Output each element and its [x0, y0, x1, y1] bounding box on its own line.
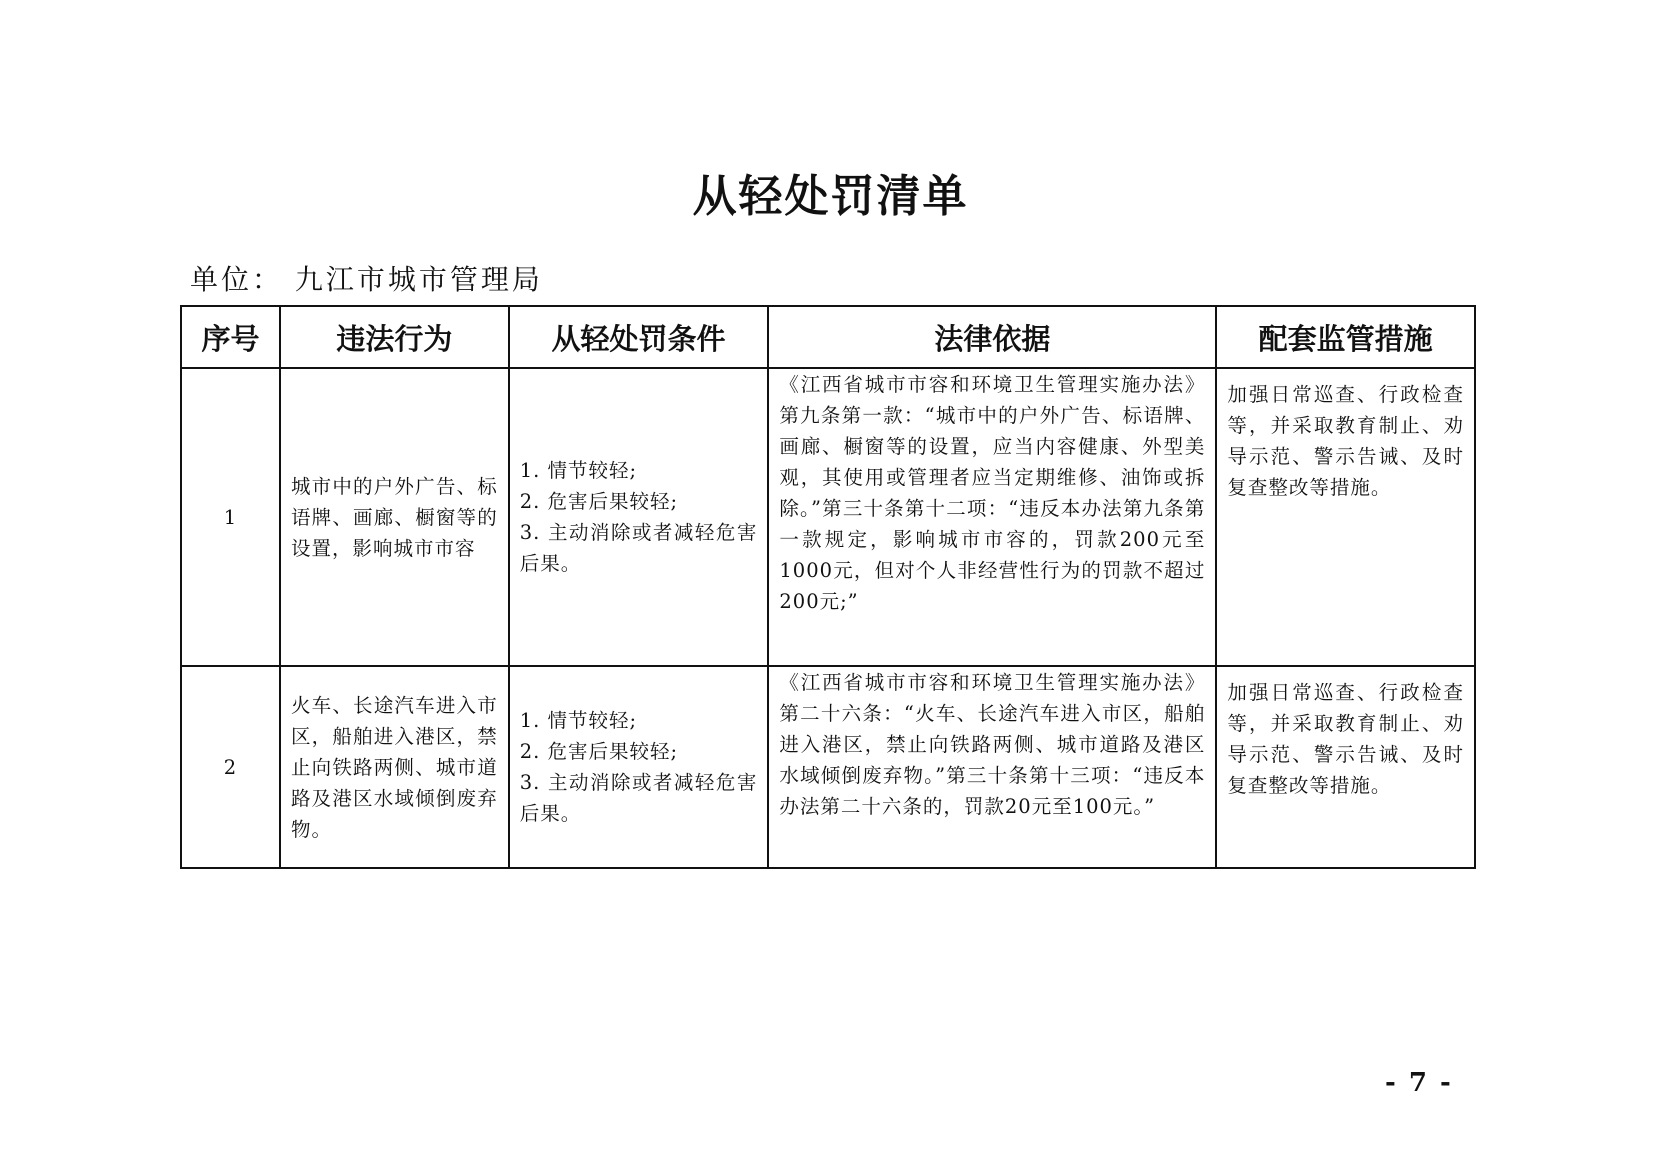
row-legal-basis: 《江西省城市市容和环境卫生管理实施办法》第二十六条：“火车、长途汽车进入市区，船舶进入港区，禁止向铁路两侧、城市道路及港区水域倾倒废弃物。”第三十条第十三项：“违反本办法第二十六条的，罚款20元至100元。”	[768, 666, 1216, 868]
header-legal-basis: 法律依据	[768, 306, 1216, 368]
condition-item: 2. 危害后果较轻;	[519, 490, 679, 513]
table-row	[181, 666, 1475, 868]
table-header-row	[181, 306, 1475, 368]
condition-item: 2. 危害后果较轻;	[519, 740, 679, 763]
row-legal-basis: 《江西省城市市容和环境卫生管理实施办法》第九条第一款：“城市中的户外广告、标语牌、画廊、橱窗等的设置，应当内容健康、外型美观，其使用或管理者应当定期维修、油饰或拆除。”第三十条第十二项：“违反本办法第九条第一款规定，影响城市市容的，罚款200元至1000元，但对个人非经营性行为的罚款不超过200元;”	[768, 368, 1216, 666]
row-seq: 1	[181, 368, 280, 666]
row-conditions	[509, 666, 769, 868]
row-conditions	[509, 368, 769, 666]
unit-line: 单位： 九江市城市管理局	[190, 263, 543, 296]
header-seq: 序号	[181, 306, 280, 368]
row-seq: 2	[181, 666, 280, 868]
penalty-table	[180, 305, 1476, 869]
row-measures: 加强日常巡查、行政检查等，并采取教育制止、劝导示范、警示告诫、及时复查整改等措施。	[1216, 368, 1475, 666]
condition-item: 3. 主动消除或者减轻危害后果。	[519, 521, 758, 575]
condition-item: 1. 情节较轻;	[519, 709, 638, 732]
page-title: 从轻处罚清单	[692, 171, 969, 222]
header-measures: 配套监管措施	[1216, 306, 1475, 368]
row-violation: 火车、长途汽车进入市区，船舶进入港区，禁止向铁路两侧、城市道路及港区水域倾倒废弃物。	[280, 666, 509, 868]
page-number: - 7 -	[1385, 1068, 1453, 1098]
row-measures: 加强日常巡查、行政检查等，并采取教育制止、劝导示范、警示告诫、及时复查整改等措施。	[1216, 666, 1475, 868]
header-conditions: 从轻处罚条件	[509, 306, 769, 368]
condition-item: 3. 主动消除或者减轻危害后果。	[519, 771, 758, 825]
condition-item: 1. 情节较轻;	[519, 459, 638, 482]
table-row	[181, 368, 1475, 666]
header-violation: 违法行为	[280, 306, 509, 368]
row-violation: 城市中的户外广告、标语牌、画廊、橱窗等的设置，影响城市市容	[280, 368, 509, 666]
